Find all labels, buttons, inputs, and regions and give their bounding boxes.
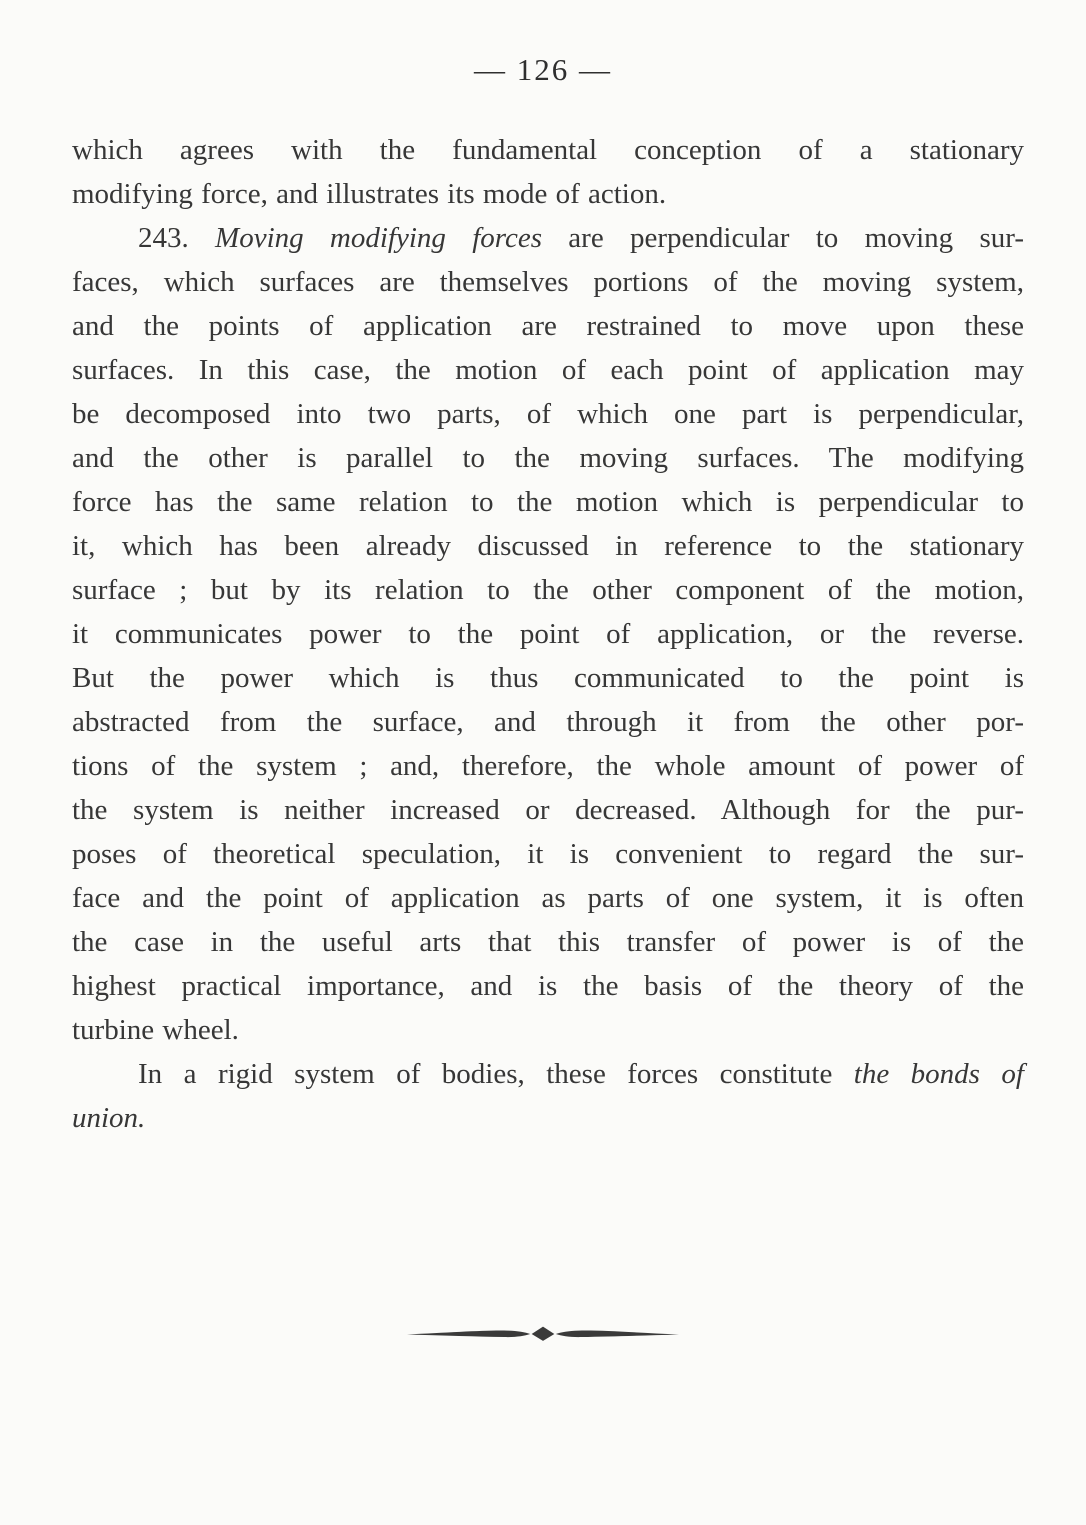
text-line bbox=[72, 304, 1024, 348]
text-segment: which agrees with the fundamental conception of a stationary bbox=[72, 134, 1024, 166]
italic-text-segment: union. bbox=[72, 1102, 146, 1134]
text-line bbox=[72, 260, 1024, 304]
text-segment: abstracted from the surface, and through it from the other por- bbox=[72, 706, 1024, 738]
text-line bbox=[72, 436, 1024, 480]
tailpiece-divider bbox=[0, 1322, 1086, 1346]
text-block bbox=[0, 128, 1086, 1140]
text-segment: it, which has been already discussed in reference to the stationary bbox=[72, 530, 1024, 562]
text-segment: force has the same relation to the motion which is perpendicular to bbox=[72, 486, 1024, 518]
text-line bbox=[72, 568, 1024, 612]
text-line bbox=[72, 788, 1024, 832]
text-line bbox=[72, 612, 1024, 656]
text-segment: are perpendicular to moving sur- bbox=[542, 222, 1024, 254]
page-number: — 126 — bbox=[474, 52, 612, 87]
tailpiece-divider-icon bbox=[405, 1322, 681, 1346]
text-segment: and the points of application are restrained to move upon these bbox=[72, 310, 1024, 342]
text-line bbox=[72, 656, 1024, 700]
book-page bbox=[0, 52, 1086, 1525]
italic-text-segment: Moving modifying forces bbox=[215, 222, 543, 254]
text-segment: and the other is parallel to the moving surfaces. The modifying bbox=[72, 442, 1024, 474]
text-line bbox=[72, 128, 1024, 172]
text-line bbox=[72, 832, 1024, 876]
text-line bbox=[72, 1052, 1024, 1096]
text-segment: faces, which surfaces are themselves portions of the moving system, bbox=[72, 266, 1024, 298]
text-line bbox=[72, 1096, 1024, 1140]
text-segment: In a rigid system of bodies, these forces constitute bbox=[138, 1058, 854, 1090]
text-line bbox=[72, 964, 1024, 1008]
text-segment: the case in the useful arts that this transfer of power is of the bbox=[72, 926, 1024, 958]
text-line bbox=[72, 744, 1024, 788]
text-line bbox=[72, 920, 1024, 964]
text-segment: face and the point of application as parts of one system, it is often bbox=[72, 882, 1024, 914]
text-line bbox=[72, 876, 1024, 920]
text-segment: be decomposed into two parts, of which one part is perpendicular, bbox=[72, 398, 1024, 430]
text-line bbox=[72, 524, 1024, 568]
text-segment: surface ; but by its relation to the other component of the motion, bbox=[72, 574, 1024, 606]
italic-text-segment: the bonds of bbox=[853, 1058, 1024, 1090]
text-segment: turbine wheel. bbox=[72, 1014, 239, 1046]
text-segment: it communicates power to the point of application, or the reverse. bbox=[72, 618, 1024, 650]
text-line bbox=[72, 392, 1024, 436]
text-segment: poses of theoretical speculation, it is convenient to regard the sur- bbox=[72, 838, 1024, 870]
text-segment: modifying force, and illustrates its mode of action. bbox=[72, 178, 667, 210]
text-segment: highest practical importance, and is the basis of the theory of the bbox=[72, 970, 1024, 1002]
text-line bbox=[72, 216, 1024, 260]
text-segment: But the power which is thus communicated to the point is bbox=[72, 662, 1024, 694]
text-line bbox=[72, 1008, 1024, 1052]
text-segment: tions of the system ; and, therefore, the whole amount of power of bbox=[72, 750, 1024, 782]
text-line bbox=[72, 172, 1024, 216]
text-line bbox=[72, 700, 1024, 744]
text-segment: 243. bbox=[138, 222, 216, 254]
text-segment: surfaces. In this case, the motion of each point of application may bbox=[72, 354, 1024, 386]
text-line bbox=[72, 480, 1024, 524]
text-line bbox=[72, 348, 1024, 392]
text-segment: the system is neither increased or decreased. Although for the pur- bbox=[72, 794, 1024, 826]
